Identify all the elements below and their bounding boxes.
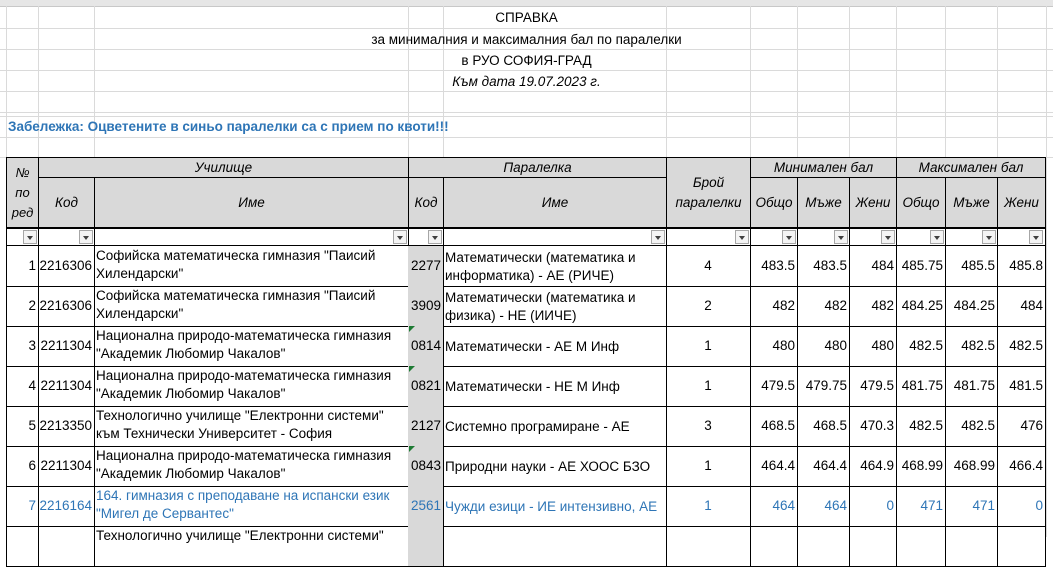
cell-school-code[interactable]: 2211304: [38, 326, 95, 367]
cell-min-male[interactable]: 483.5: [797, 246, 850, 287]
cell-row-number[interactable]: 4: [6, 366, 39, 407]
cell-max-total[interactable]: [896, 526, 946, 567]
cell-school-name[interactable]: 164. гимназия с преподаване на испански език "Мигел де Сервантес": [94, 486, 409, 527]
cell-class-count[interactable]: 1: [666, 326, 751, 367]
filter-dropdown-icon[interactable]: [735, 230, 749, 244]
error-indicator-icon: [409, 366, 415, 372]
gridline-horizontal: [0, 116, 1053, 117]
cell-class-count[interactable]: 2: [666, 286, 751, 327]
report-region: в РУО СОФИЯ-ГРАД: [461, 53, 592, 68]
cell-class-count[interactable]: 4: [666, 246, 751, 287]
cell-class-name[interactable]: Системно програмиране - АЕ: [443, 406, 667, 447]
cell-max-total[interactable]: 482.5: [896, 406, 946, 447]
quota-note: Забележка: Оцветените в синьо паралелки са с прием по квоти!!!: [8, 119, 449, 134]
header-school-name: [94, 177, 409, 228]
header-min-female: [849, 177, 897, 228]
header-max-score: [896, 157, 1046, 178]
cell-class-count[interactable]: 1: [666, 486, 751, 527]
filter-dropdown-icon[interactable]: [651, 230, 665, 244]
header-min-total: [750, 177, 798, 228]
cell-min-male[interactable]: 479.75: [797, 366, 850, 407]
cell-min-male[interactable]: 464.4: [797, 446, 850, 487]
cell-school-code[interactable]: 2213350: [38, 406, 95, 447]
cell-min-female[interactable]: 470.3: [849, 406, 897, 447]
filter-dropdown-icon[interactable]: [428, 230, 442, 244]
cell-row-number[interactable]: 1: [6, 246, 39, 287]
filter-dropdown-icon[interactable]: [393, 230, 407, 244]
cell-class-code[interactable]: 2277: [408, 246, 444, 287]
cell-max-female[interactable]: [997, 526, 1046, 567]
cell-row-number[interactable]: 6: [6, 446, 39, 487]
cell-max-total[interactable]: 482.5: [896, 326, 946, 367]
filter-cell-row-number: [6, 228, 39, 246]
header-class-label: Паралелка: [503, 159, 572, 175]
cell-min-female[interactable]: 479.5: [849, 366, 897, 407]
cell-class-code[interactable]: 0814: [408, 326, 444, 367]
cell-class-name[interactable]: Математически - НЕ М Инф: [443, 366, 667, 407]
gridline-horizontal: [0, 49, 1053, 50]
cell-max-male[interactable]: 471: [945, 486, 998, 527]
cell-min-total[interactable]: 480: [750, 326, 798, 367]
cell-class-code[interactable]: 0821: [408, 366, 444, 407]
cell-max-total[interactable]: 484.25: [896, 286, 946, 327]
report-subtitle: за минималния и максималния бал по паралелки: [371, 32, 682, 47]
cell-school-name[interactable]: Национална природо-математическа гимназия "Академик Любомир Чакалов": [94, 366, 409, 407]
gridline-horizontal: [0, 137, 1053, 138]
cell-row-number[interactable]: [6, 526, 39, 567]
cell-class-count[interactable]: [666, 526, 751, 567]
header-max-total: [896, 177, 946, 228]
header-class: [408, 157, 667, 178]
filter-cell-class-count: [666, 228, 751, 246]
cell-class-count[interactable]: 3: [666, 406, 751, 447]
cell-class-name[interactable]: Математически (математика и физика) - НЕ (ИИЧЕ): [443, 286, 667, 327]
cell-max-female[interactable]: 0: [997, 486, 1046, 527]
cell-min-male[interactable]: [797, 526, 850, 567]
filter-cell-min-female: [849, 228, 897, 246]
header-min-score: [750, 157, 897, 178]
cell-row-number[interactable]: 5: [6, 406, 39, 447]
cell-school-code[interactable]: 2216306: [38, 286, 95, 327]
cell-min-male[interactable]: 464: [797, 486, 850, 527]
header-class-code: [408, 177, 444, 228]
header-school-code: [38, 177, 95, 228]
cell-min-total[interactable]: 479.5: [750, 366, 798, 407]
header-class-count-label: Брой паралелки: [675, 174, 742, 210]
cell-max-female[interactable]: 466.4: [997, 446, 1046, 487]
filter-dropdown-icon[interactable]: [782, 230, 796, 244]
header-class-code-label: Код: [414, 194, 438, 210]
cell-max-total[interactable]: 481.75: [896, 366, 946, 407]
cell-max-male[interactable]: 468.99: [945, 446, 998, 487]
cell-min-total[interactable]: 468.5: [750, 406, 798, 447]
cell-class-name[interactable]: Математически - АЕ М Инф: [443, 326, 667, 367]
header-row-number-label: № по ред: [11, 164, 34, 220]
header-class-name: [443, 177, 667, 228]
cell-max-female[interactable]: 482.5: [997, 326, 1046, 367]
cell-min-total[interactable]: 482: [750, 286, 798, 327]
filter-cell-school-name: [94, 228, 409, 246]
cell-row-number[interactable]: 2: [6, 286, 39, 327]
cell-min-female[interactable]: 482: [849, 286, 897, 327]
header-school-name-label: Име: [238, 194, 265, 210]
header-min-score-label: Минимален бал: [773, 159, 874, 175]
cell-class-code[interactable]: 2561: [408, 486, 444, 527]
cell-school-code[interactable]: 2211304: [38, 446, 95, 487]
cell-max-male[interactable]: 481.75: [945, 366, 998, 407]
gridline-horizontal: [0, 112, 1053, 113]
header-school: [38, 157, 409, 178]
cell-max-male[interactable]: 485.5: [945, 246, 998, 287]
cell-max-female[interactable]: 476: [997, 406, 1046, 447]
error-indicator-icon: [409, 326, 415, 332]
cell-class-count[interactable]: 1: [666, 366, 751, 407]
header-max-female: [997, 177, 1046, 228]
cell-max-female[interactable]: 481.5: [997, 366, 1046, 407]
filter-dropdown-icon[interactable]: [23, 230, 37, 244]
header-min-male: [797, 177, 850, 228]
filter-cell-class-code: [408, 228, 444, 246]
filter-cell-max-female: [997, 228, 1046, 246]
cell-school-name[interactable]: Национална природо-математическа гимназия "Академик Любомир Чакалов": [94, 326, 409, 367]
cell-school-code[interactable]: [38, 526, 95, 567]
filter-dropdown-icon[interactable]: [834, 230, 848, 244]
header-min-total-label: Общо: [755, 194, 793, 210]
filter-dropdown-icon[interactable]: [881, 230, 895, 244]
cell-school-code[interactable]: 2216164: [38, 486, 95, 527]
cell-min-male[interactable]: 468.5: [797, 406, 850, 447]
cell-min-total[interactable]: 464.4: [750, 446, 798, 487]
header-class-count: [666, 157, 751, 228]
cell-min-female[interactable]: 484: [849, 246, 897, 287]
cell-school-name[interactable]: Национална природо-математическа гимназия "Академик Любомир Чакалов": [94, 446, 409, 487]
cell-class-name[interactable]: [443, 526, 667, 567]
cell-max-total[interactable]: 471: [896, 486, 946, 527]
cell-max-female[interactable]: 484: [997, 286, 1046, 327]
cell-max-male[interactable]: 482.5: [945, 326, 998, 367]
report-date: Към дата 19.07.2023 г.: [452, 74, 601, 89]
cell-class-count[interactable]: 1: [666, 446, 751, 487]
cell-min-male[interactable]: 480: [797, 326, 850, 367]
filter-cell-min-male: [797, 228, 850, 246]
cell-max-total[interactable]: 468.99: [896, 446, 946, 487]
header-row-number: [6, 157, 39, 228]
header-max-male: [945, 177, 998, 228]
gridline-horizontal: [0, 70, 1053, 71]
header-max-male-label: Мъже: [953, 194, 990, 210]
cell-min-male[interactable]: 482: [797, 286, 850, 327]
filter-cell-max-male: [945, 228, 998, 246]
cell-min-total[interactable]: 464: [750, 486, 798, 527]
cell-min-total[interactable]: 483.5: [750, 246, 798, 287]
cell-min-female[interactable]: 480: [849, 326, 897, 367]
cell-class-code[interactable]: 3909: [408, 286, 444, 327]
cell-max-male[interactable]: 484.25: [945, 286, 998, 327]
cell-row-number[interactable]: 3: [6, 326, 39, 367]
filter-cell-class-name: [443, 228, 667, 246]
cell-school-code[interactable]: 2211304: [38, 366, 95, 407]
header-max-female-label: Жени: [1004, 194, 1039, 210]
cell-class-code[interactable]: [408, 526, 444, 567]
cell-school-name[interactable]: Софийска математическа гимназия "Паисий Хилендарски": [94, 246, 409, 287]
header-school-code-label: Код: [55, 194, 78, 210]
filter-cell-school-code: [38, 228, 95, 246]
filter-dropdown-icon[interactable]: [1029, 230, 1043, 244]
cell-school-name[interactable]: Софийска математическа гимназия "Паисий Хилендарски": [94, 286, 409, 327]
header-max-total-label: Общо: [902, 194, 940, 210]
cell-min-female[interactable]: [849, 526, 897, 567]
cell-school-name[interactable]: Технологично училище "Електронни системи" към Технически Университет - София: [94, 406, 409, 447]
header-class-name-label: Име: [541, 194, 569, 210]
cell-max-male[interactable]: [945, 526, 998, 567]
filter-cell-min-total: [750, 228, 798, 246]
cell-school-name[interactable]: Технологично училище "Електронни системи": [94, 526, 409, 567]
cell-row-number[interactable]: 7: [6, 486, 39, 527]
header-min-male-label: Мъже: [805, 194, 842, 210]
header-school-label: Училище: [194, 159, 253, 175]
gridline-horizontal: [0, 91, 1053, 92]
gridline-horizontal: [0, 28, 1053, 29]
filter-dropdown-icon[interactable]: [79, 230, 93, 244]
filter-dropdown-icon[interactable]: [982, 230, 996, 244]
header-max-score-label: Максимален бал: [918, 159, 1024, 175]
filter-cell-max-total: [896, 228, 946, 246]
cell-class-code[interactable]: 2127: [408, 406, 444, 447]
cell-class-name[interactable]: Математически (математика и информатика) - АЕ (РИЧЕ): [443, 246, 667, 287]
cell-min-total[interactable]: [750, 526, 798, 567]
cell-class-name[interactable]: Чужди езици - ИЕ интензивно, АЕ: [443, 486, 667, 527]
cell-class-code[interactable]: 0843: [408, 446, 444, 487]
cell-max-total[interactable]: 485.75: [896, 246, 946, 287]
cell-class-name[interactable]: Природни науки - АЕ ХООС БЗО: [443, 446, 667, 487]
report-title: СПРАВКА: [495, 10, 558, 25]
filter-dropdown-icon[interactable]: [930, 230, 944, 244]
error-indicator-icon: [409, 446, 415, 452]
cell-min-female[interactable]: 0: [849, 486, 897, 527]
header-min-female-label: Жени: [855, 194, 891, 210]
cell-max-female[interactable]: 485.8: [997, 246, 1046, 287]
cell-school-code[interactable]: 2216306: [38, 246, 95, 287]
cell-max-male[interactable]: 482.5: [945, 406, 998, 447]
cell-min-female[interactable]: 464.9: [849, 446, 897, 487]
